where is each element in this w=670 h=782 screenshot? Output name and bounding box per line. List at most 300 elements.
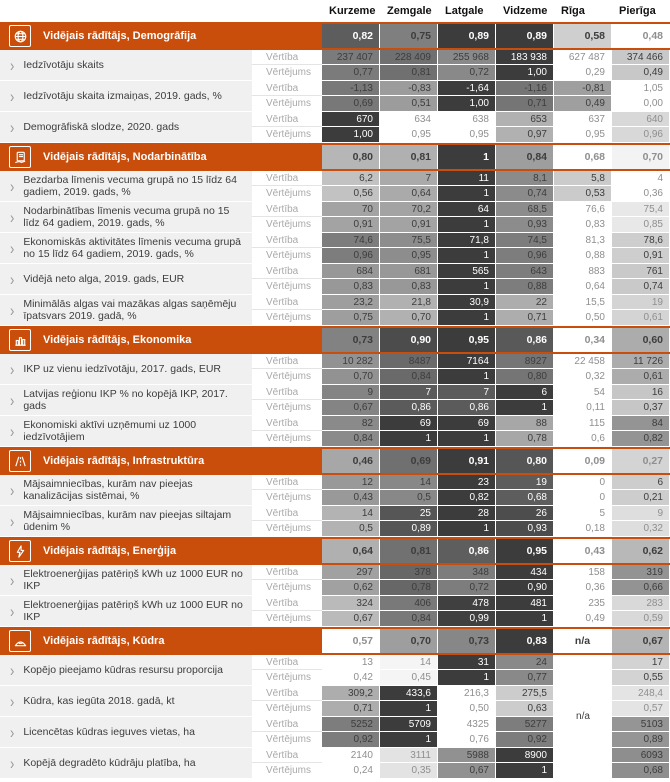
average-cell: 0,57 [322,629,380,653]
indicator-row [0,596,670,626]
score-cell: 0,6 [554,431,612,446]
value-cell: 643 [496,264,554,279]
value-cell: 84 [612,416,670,431]
chevron-right-icon[interactable]: › [10,570,15,590]
indicator-row [0,171,670,201]
value-cell: 17 [612,655,670,670]
section-header-infrastruktura [0,447,670,475]
value-cell: 481 [496,596,554,611]
value-cell: 275,5 [496,686,554,701]
value-cell: 8927 [496,354,554,369]
average-cell: 0,64 [322,539,380,563]
table-body [0,22,670,778]
value-cell: 14 [322,506,380,521]
value-cell: 88 [496,416,554,431]
score-cell: 0,55 [612,670,670,685]
subrow-label-value: Vērtība [252,354,322,369]
value-cell: 11 [438,171,496,186]
average-cell: 0,70 [380,629,438,653]
indicator-row [0,416,670,446]
average-cell: 0,89 [496,24,554,48]
indicator-row [0,81,670,111]
subrow-label-score: Vērtējums [252,217,322,232]
section-header-kudra [0,627,670,655]
average-cell: 0,91 [438,449,496,473]
indicator-label[interactable] [0,475,252,505]
section-ekonomika [0,326,670,446]
section-header-left [0,326,322,354]
value-cell: 9 [322,385,380,400]
score-cell: 1 [438,217,496,232]
value-cell: 7 [380,171,438,186]
indicator-label[interactable] [0,264,252,294]
score-cell: 1 [496,763,554,778]
indicator-label-text: Elektroenerģijas patēriņš kWh uz 1000 EUR no IKP [23,598,243,623]
road-icon [9,450,31,472]
na-column-span: n/a [554,655,612,778]
score-cell: 0,96 [612,127,670,142]
indicator-label[interactable] [0,81,252,111]
subrow-label-score: Vērtējums [252,490,322,505]
score-cell: 0,83 [554,217,612,232]
indicator-row [0,112,670,142]
section-title: Vidējais rādītājs, Kūdra [43,635,165,647]
score-cell: 0,21 [612,490,670,505]
indicator-label-text: Iedzīvotāju skaita izmaiņas, 2019. gads, % [23,89,222,102]
indicator-label-text: Licencētas kūdras ieguves vietas, ha [23,725,195,738]
score-cell: 0,37 [612,400,670,415]
indicator-label-text: Ekonomiskās aktivitātes līmenis vecuma grupā no 15 līdz 64 gadiem, 2019. gads, % [23,235,242,260]
score-cell: 0,5 [380,490,438,505]
value-cell: 23,2 [322,295,380,310]
chevron-right-icon[interactable]: › [10,359,15,379]
score-cell: 0,35 [380,763,438,778]
subrow-label-value: Vērtība [252,717,322,732]
indicator-label-text: Bezdarba līmenis vecuma grupā no 15 līdz 64 gadiem, 2019. gads, % [23,173,237,198]
score-cell: 0,67 [322,611,380,626]
value-cell: 14 [380,475,438,490]
value-cell: 13 [322,655,380,670]
value-cell: 8900 [496,748,554,763]
value-cell: 76,6 [554,202,612,217]
chevron-right-icon[interactable]: › [10,86,15,106]
subrow-label-score: Vērtējums [252,763,322,778]
value-cell: -1,13 [322,81,380,96]
region-header-latgale: Latgale [445,5,484,17]
value-cell: 30,9 [438,295,496,310]
score-cell: 0,42 [322,670,380,685]
subrow-label-value: Vērtība [252,748,322,763]
chevron-right-icon[interactable]: › [10,511,15,531]
value-cell: 216,3 [438,686,496,701]
value-cell: 71,8 [438,233,496,248]
value-cell: 4 [612,171,670,186]
score-cell: 0,91 [380,217,438,232]
score-cell: 0,49 [612,65,670,80]
score-cell: 0,80 [496,369,554,384]
score-cell: 0,51 [380,96,438,111]
value-cell: 634 [380,112,438,127]
value-cell: 6093 [612,748,670,763]
score-cell: 0,77 [496,670,554,685]
chevron-right-icon[interactable]: › [10,55,15,75]
indicator-label[interactable] [0,295,252,325]
subrow-label-value: Vērtība [252,655,322,670]
score-cell: 0,78 [496,431,554,446]
value-cell: 378 [380,565,438,580]
score-cell: 0,57 [612,701,670,716]
score-cell: 0,92 [322,732,380,747]
score-cell: 0,95 [554,127,612,142]
value-cell: 1,05 [612,81,670,96]
indicator-label[interactable] [0,717,252,747]
subrow-label-score: Vērtējums [252,186,322,201]
indicator-row [0,264,670,294]
average-cell: 0,80 [496,449,554,473]
average-cell: 0,46 [322,449,380,473]
score-cell: 0,74 [612,279,670,294]
score-cell: 0,72 [438,65,496,80]
average-cell: 0,90 [380,328,438,352]
indicator-label[interactable] [0,233,252,263]
region-header-vidzeme: Vidzeme [503,5,548,17]
score-cell: 0,81 [380,65,438,80]
indicator-row [0,475,670,505]
score-cell: 0,29 [554,65,612,80]
value-cell: 640 [612,112,670,127]
value-cell: 70 [322,202,380,217]
section-nodarbinatiba [0,143,670,325]
indicator-label-text: IKP uz vienu iedzīvotāju, 2017. gads, EUR [23,362,222,375]
subrow-label-value: Vērtība [252,506,322,521]
value-cell: 5103 [612,717,670,732]
score-cell: 0,70 [322,369,380,384]
value-cell: 64 [438,202,496,217]
average-cell: n/a [554,629,612,653]
score-cell: 0,36 [612,186,670,201]
subrow-label-score: Vērtējums [252,611,322,626]
indicator-label[interactable] [0,748,252,778]
section-title: Vidējais rādītājs, Enerģija [43,545,177,557]
value-cell: 23 [438,475,496,490]
peat-icon [9,630,31,652]
subrow-label-value: Vērtība [252,171,322,186]
chevron-right-icon[interactable]: › [10,176,15,196]
section-header-nodarbinatiba [0,143,670,171]
value-cell: 681 [380,264,438,279]
score-cell: 0,50 [554,310,612,325]
value-cell: 82 [322,416,380,431]
indicator-label-text: Mājsaimniecības, kurām nav pieejas kanalizācijas sistēmai, % [23,477,193,502]
chevron-right-icon[interactable]: › [10,421,15,441]
value-cell: 684 [322,264,380,279]
indicator-label-text: Vidējā neto alga, 2019. gads, EUR [23,272,185,285]
section-header-ekonomika [0,326,670,354]
region-header-row [0,0,670,22]
score-cell: 0,86 [380,400,438,415]
value-cell: 31 [438,655,496,670]
subrow-label-score: Vērtējums [252,96,322,111]
score-cell: 1 [380,701,438,716]
indicator-row [0,295,670,325]
value-cell: 237 407 [322,50,380,65]
score-cell: 0,68 [612,763,670,778]
indicator-label[interactable] [0,565,252,595]
value-cell: 5988 [438,748,496,763]
value-cell: 6 [612,475,670,490]
value-cell: 883 [554,264,612,279]
subrow-label-score: Vērtējums [252,732,322,747]
indicator-label-text: Mājsaimniecības, kurām nav pieejas siltajam ūdenim % [23,508,232,533]
subrow-label-value: Vērtība [252,264,322,279]
value-cell: 81,3 [554,233,612,248]
indicator-label[interactable] [0,354,252,384]
section-demografija [0,22,670,142]
score-cell: 0,72 [438,580,496,595]
average-cell: 0,67 [612,629,670,653]
subrow-label-value: Vērtība [252,202,322,217]
subrow-label-value: Vērtība [252,112,322,127]
chevron-right-icon[interactable]: › [10,722,15,742]
value-cell: 69 [380,416,438,431]
average-cell: 0,27 [612,449,670,473]
score-cell: 0,32 [554,369,612,384]
score-cell: 1 [380,431,438,446]
section-header-left [0,447,322,475]
score-cell: 0,00 [612,96,670,111]
score-cell: 0,91 [322,217,380,232]
average-cell: 0,34 [554,328,612,352]
score-cell: 0,84 [380,611,438,626]
score-cell: 1 [438,279,496,294]
score-cell: 0 [554,490,612,505]
score-cell: 1,00 [322,127,380,142]
chevron-right-icon[interactable]: › [10,207,15,227]
score-cell: 0,85 [612,217,670,232]
indicator-label[interactable] [0,385,252,415]
subrow-label-score: Vērtējums [252,279,322,294]
value-cell: 183 938 [496,50,554,65]
subrow-label-score: Vērtējums [252,248,322,263]
average-cell: 0,84 [496,145,554,169]
score-cell: 0,68 [496,490,554,505]
average-cell: 0,60 [612,328,670,352]
score-cell: 0,67 [438,763,496,778]
score-cell: 0,91 [612,248,670,263]
value-cell: 5252 [322,717,380,732]
chevron-right-icon[interactable]: › [10,660,15,680]
score-cell: 0,96 [322,248,380,263]
value-cell: 19 [496,475,554,490]
value-cell: -1,16 [496,81,554,96]
score-cell: 0,24 [322,763,380,778]
chevron-right-icon[interactable]: › [10,753,15,773]
value-cell: 7164 [438,354,496,369]
indicator-label-text: Kopējā degradēto kūdrāju platība, ha [23,756,196,769]
value-cell: 24 [496,655,554,670]
value-cell: 115 [554,416,612,431]
value-cell: -1,64 [438,81,496,96]
value-cell: 228 409 [380,50,438,65]
score-cell: 0,88 [496,279,554,294]
average-cell: 0,89 [438,24,496,48]
subrow-label-value: Vērtība [252,596,322,611]
value-cell: 16 [612,385,670,400]
value-cell: 69 [438,416,496,431]
score-cell: 1,00 [438,96,496,111]
score-cell: 0,95 [380,127,438,142]
average-cell: 0,69 [380,449,438,473]
subrow-label-value: Vērtība [252,565,322,580]
section-energija [0,537,670,626]
value-cell: 8,1 [496,171,554,186]
score-cell: 1 [438,369,496,384]
subrow-label-value: Vērtība [252,295,322,310]
value-cell: 433,6 [380,686,438,701]
value-cell: 5709 [380,717,438,732]
indicator-row [0,565,670,595]
value-cell: 74,5 [496,233,554,248]
indicator-row [0,50,670,80]
indicator-label[interactable] [0,655,252,685]
indicator-label[interactable] [0,202,252,232]
chevron-right-icon[interactable]: › [10,390,15,410]
score-cell: 0,83 [322,279,380,294]
score-cell: 0,32 [612,521,670,536]
indicator-label[interactable] [0,171,252,201]
indicator-label[interactable] [0,596,252,626]
value-cell: 54 [554,385,612,400]
value-cell: 2140 [322,748,380,763]
value-cell: 22 [496,295,554,310]
value-cell: 235 [554,596,612,611]
section-header-left [0,627,322,655]
region-header-pierga: Pierīga [619,5,656,17]
score-cell: 0,66 [612,580,670,595]
score-cell: 0,71 [496,310,554,325]
value-cell: 761 [612,264,670,279]
indicator-row [0,202,670,232]
average-cell: 1 [438,145,496,169]
section-title: Vidējais rādītājs, Ekonomika [43,334,192,346]
subrow-label-score: Vērtējums [252,310,322,325]
average-cell: 0,86 [438,539,496,563]
score-cell: 0,53 [554,186,612,201]
average-cell: 0,81 [380,539,438,563]
region-header-kurzeme: Kurzeme [329,5,376,17]
value-cell: 653 [496,112,554,127]
average-cell: 0,95 [438,328,496,352]
region-header-rga: Rīga [561,5,585,17]
chevron-right-icon[interactable]: › [10,238,15,258]
chevron-right-icon[interactable]: › [10,691,15,711]
average-cell: 0,80 [322,145,380,169]
value-cell: 7 [380,385,438,400]
score-cell: 0,63 [496,701,554,716]
indicator-label-text: Demogrāfiskā slodze, 2020. gads [23,120,180,133]
indicator-label[interactable] [0,416,252,446]
value-cell: 78,6 [612,233,670,248]
score-cell: 0,84 [322,431,380,446]
value-cell: 637 [554,112,612,127]
subrow-label-value: Vērtība [252,475,322,490]
score-cell: 0,69 [322,96,380,111]
section-header-left [0,537,322,565]
score-cell: 0,64 [380,186,438,201]
chevron-right-icon[interactable]: › [10,601,15,621]
score-cell: 0,83 [380,279,438,294]
score-cell: 1 [438,186,496,201]
score-cell: 0,84 [380,369,438,384]
subrow-label-value: Vērtība [252,686,322,701]
average-cell: 0,73 [438,629,496,653]
section-header-demografija [0,22,670,50]
value-cell: 4325 [438,717,496,732]
score-cell: 0,89 [380,521,438,536]
average-cell: 0,62 [612,539,670,563]
average-cell: 0,95 [496,539,554,563]
value-cell: 374 466 [612,50,670,65]
value-cell: 565 [438,264,496,279]
score-cell: 0,56 [322,186,380,201]
average-cell: 0,82 [322,24,380,48]
chevron-right-icon[interactable]: › [10,480,15,500]
value-cell: 478 [438,596,496,611]
value-cell: 75,5 [380,233,438,248]
indicator-label[interactable] [0,506,252,536]
value-cell: 434 [496,565,554,580]
chevron-right-icon[interactable]: › [10,300,15,320]
average-cell: 0,73 [322,328,380,352]
region-header-zemgale: Zemgale [387,5,432,17]
score-cell: 0,89 [612,732,670,747]
score-cell: 1 [438,521,496,536]
chevron-right-icon[interactable]: › [10,269,15,289]
subrow-label-score: Vērtējums [252,670,322,685]
value-cell: 68,5 [496,202,554,217]
score-cell: 0,71 [496,96,554,111]
bar-chart-icon [9,329,31,351]
score-cell: 0,62 [322,580,380,595]
score-cell: 0,49 [554,611,612,626]
indicator-label[interactable] [0,112,252,142]
section-title: Vidējais rādītājs, Nodarbinātība [43,151,207,163]
value-cell: 0 [554,475,612,490]
indicator-row [0,233,670,263]
average-cell: 0,83 [496,629,554,653]
section-infrastruktura [0,447,670,536]
chevron-right-icon[interactable]: › [10,117,15,137]
indicator-label-text: Kūdra, kas iegūta 2018. gadā, kt [23,694,175,707]
section-title: Vidējais rādītājs, Infrastruktūra [43,455,205,467]
score-cell: 0,61 [612,310,670,325]
value-cell: 10 282 [322,354,380,369]
indicator-label-text: Kopējo pieejamo kūdras resursu proporcija [23,663,223,676]
average-cell: 0,48 [612,24,670,48]
value-cell: 324 [322,596,380,611]
section-title: Vidējais rādītājs, Demogrāfija [43,30,197,42]
value-cell: -0,83 [380,81,438,96]
indicator-label[interactable] [0,50,252,80]
indicator-label[interactable] [0,686,252,716]
average-cell: 0,86 [496,328,554,352]
score-cell: 0,77 [322,65,380,80]
score-cell: 0,86 [438,400,496,415]
value-cell: 8487 [380,354,438,369]
indicator-label-text: Nodarbinātības līmenis vecuma grupā no 15 līdz 64 gadiem, 2019. gads, % [23,204,230,229]
score-cell: 0,78 [380,580,438,595]
subrow-label-value: Vērtība [252,416,322,431]
